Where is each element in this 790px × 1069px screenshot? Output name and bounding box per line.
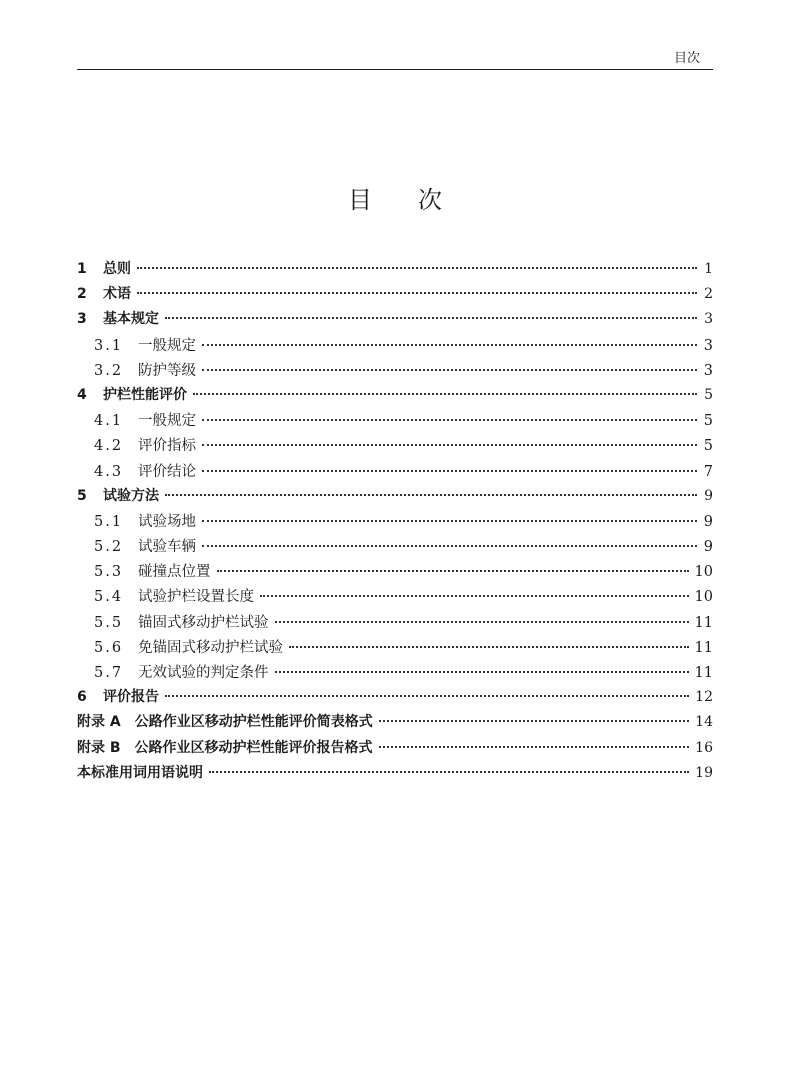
toc-entry-label: 评价报告 <box>103 689 159 706</box>
toc-entry-number: 3.1 <box>94 337 124 354</box>
table-of-contents <box>77 258 713 787</box>
toc-entry-number: 5.4 <box>94 589 124 606</box>
toc-entry-label: 锚固式移动护栏试验 <box>138 614 269 631</box>
toc-entry-page: 9 <box>703 513 713 530</box>
toc-entry-label: 碰撞点位置 <box>138 564 211 581</box>
toc-entry-number: 4.3 <box>94 463 124 480</box>
toc-entry-number: 3 <box>77 311 87 328</box>
toc-entry[interactable] <box>77 334 713 359</box>
toc-entry-page: 10 <box>694 589 713 606</box>
running-header: 目次 <box>673 51 700 66</box>
dot-leader <box>165 695 689 697</box>
toc-entry-page: 11 <box>694 639 713 656</box>
dot-leader <box>165 494 697 496</box>
toc-entry-label: 公路作业区移动护栏性能评价简表格式 <box>134 714 373 731</box>
toc-entry[interactable] <box>77 460 713 485</box>
toc-entry-page: 3 <box>703 362 713 379</box>
toc-entry[interactable] <box>77 636 713 661</box>
dot-leader <box>137 292 697 294</box>
toc-entry-label: 基本规定 <box>103 311 159 328</box>
toc-entry-number: 5.1 <box>94 513 124 530</box>
toc-entry[interactable] <box>77 258 713 283</box>
dot-leader <box>202 520 697 522</box>
toc-entry-page: 7 <box>703 463 713 480</box>
toc-entry[interactable] <box>77 737 713 762</box>
toc-entry-page: 9 <box>704 487 713 504</box>
toc-entry-number: 1 <box>77 261 87 277</box>
dot-leader <box>275 671 689 673</box>
toc-entry-number: 6 <box>77 689 87 706</box>
toc-entry-number: 4.2 <box>94 438 124 455</box>
toc-entry-label: 无效试验的判定条件 <box>138 665 269 681</box>
toc-entry[interactable] <box>77 434 713 459</box>
toc-entry-page: 3 <box>703 337 713 354</box>
toc-entry-page: 1 <box>704 261 713 277</box>
toc-entry-label: 术语 <box>103 286 131 303</box>
toc-entry-number: 3.2 <box>94 362 124 379</box>
toc-entry[interactable] <box>77 308 713 333</box>
toc-entry-number: 附录 A <box>77 714 121 731</box>
toc-entry-label: 本标准用词用语说明 <box>77 764 203 781</box>
toc-entry-label: 一般规定 <box>138 413 196 430</box>
toc-entry-page: 10 <box>694 564 713 581</box>
dot-leader <box>137 267 697 269</box>
toc-entry-number: 5.7 <box>94 665 124 681</box>
dot-leader <box>202 545 697 547</box>
toc-entry-label: 评价结论 <box>138 463 196 480</box>
dot-leader <box>165 317 697 319</box>
toc-entry[interactable] <box>77 611 713 636</box>
toc-entry[interactable] <box>77 686 713 711</box>
header-rule <box>77 69 713 70</box>
toc-entry-page: 11 <box>694 665 713 681</box>
toc-entry-page: 16 <box>695 739 713 756</box>
dot-leader <box>202 470 697 472</box>
toc-entry-label: 公路作业区移动护栏性能评价报告格式 <box>134 739 373 756</box>
toc-entry-page: 5 <box>704 386 713 403</box>
toc-entry-page: 12 <box>695 689 713 706</box>
toc-entry-number: 5.5 <box>94 614 124 631</box>
dot-leader <box>260 595 689 597</box>
toc-entry-number: 4.1 <box>94 413 124 430</box>
toc-entry-label: 防护等级 <box>138 362 196 379</box>
dot-leader <box>217 570 689 572</box>
toc-entry-page: 3 <box>704 311 713 328</box>
toc-entry[interactable] <box>77 762 713 787</box>
dot-leader <box>193 393 697 395</box>
dot-leader <box>289 646 689 648</box>
toc-entry-page: 2 <box>704 286 713 303</box>
toc-entry-label: 总则 <box>103 261 131 277</box>
toc-entry-page: 11 <box>694 614 713 631</box>
toc-entry[interactable] <box>77 560 713 585</box>
toc-entry[interactable] <box>77 283 713 308</box>
toc-entry-page: 5 <box>703 438 713 455</box>
toc-entry-label: 评价指标 <box>138 438 196 455</box>
dot-leader <box>202 444 697 446</box>
toc-entry-label: 一般规定 <box>138 337 196 354</box>
toc-entry[interactable] <box>77 711 713 736</box>
dot-leader <box>379 746 690 748</box>
dot-leader <box>209 771 689 773</box>
toc-entry-page: 9 <box>703 539 713 556</box>
dot-leader <box>379 720 689 722</box>
toc-entry-page: 19 <box>695 764 713 781</box>
toc-entry-label: 试验护栏设置长度 <box>138 589 254 606</box>
toc-entry-number: 5 <box>77 487 87 504</box>
toc-entry[interactable] <box>77 384 713 409</box>
toc-entry[interactable] <box>77 585 713 610</box>
dot-leader <box>202 344 697 346</box>
toc-entry-label: 试验场地 <box>138 513 196 530</box>
toc-entry-number: 附录 B <box>77 739 121 756</box>
toc-entry[interactable] <box>77 485 713 510</box>
toc-entry[interactable] <box>77 661 713 686</box>
toc-entry-label: 免锚固式移动护栏试验 <box>138 639 283 656</box>
toc-entry-number: 5.2 <box>94 539 124 556</box>
toc-entry[interactable] <box>77 535 713 560</box>
toc-entry[interactable] <box>77 510 713 535</box>
toc-entry-page: 14 <box>695 714 713 731</box>
toc-entry[interactable] <box>77 409 713 434</box>
dot-leader <box>275 621 689 623</box>
toc-entry-label: 试验方法 <box>103 487 159 504</box>
page-title: 目次 <box>348 186 488 214</box>
toc-entry-number: 2 <box>77 286 87 303</box>
dot-leader <box>202 419 697 421</box>
toc-entry-number: 5.6 <box>94 639 124 656</box>
toc-entry-number: 4 <box>77 386 87 403</box>
toc-entry-number: 5.3 <box>94 564 124 581</box>
toc-entry[interactable] <box>77 359 713 384</box>
toc-entry-label: 护栏性能评价 <box>103 386 187 403</box>
toc-entry-label: 试验车辆 <box>138 539 196 556</box>
dot-leader <box>202 369 697 371</box>
toc-entry-page: 5 <box>703 413 713 430</box>
